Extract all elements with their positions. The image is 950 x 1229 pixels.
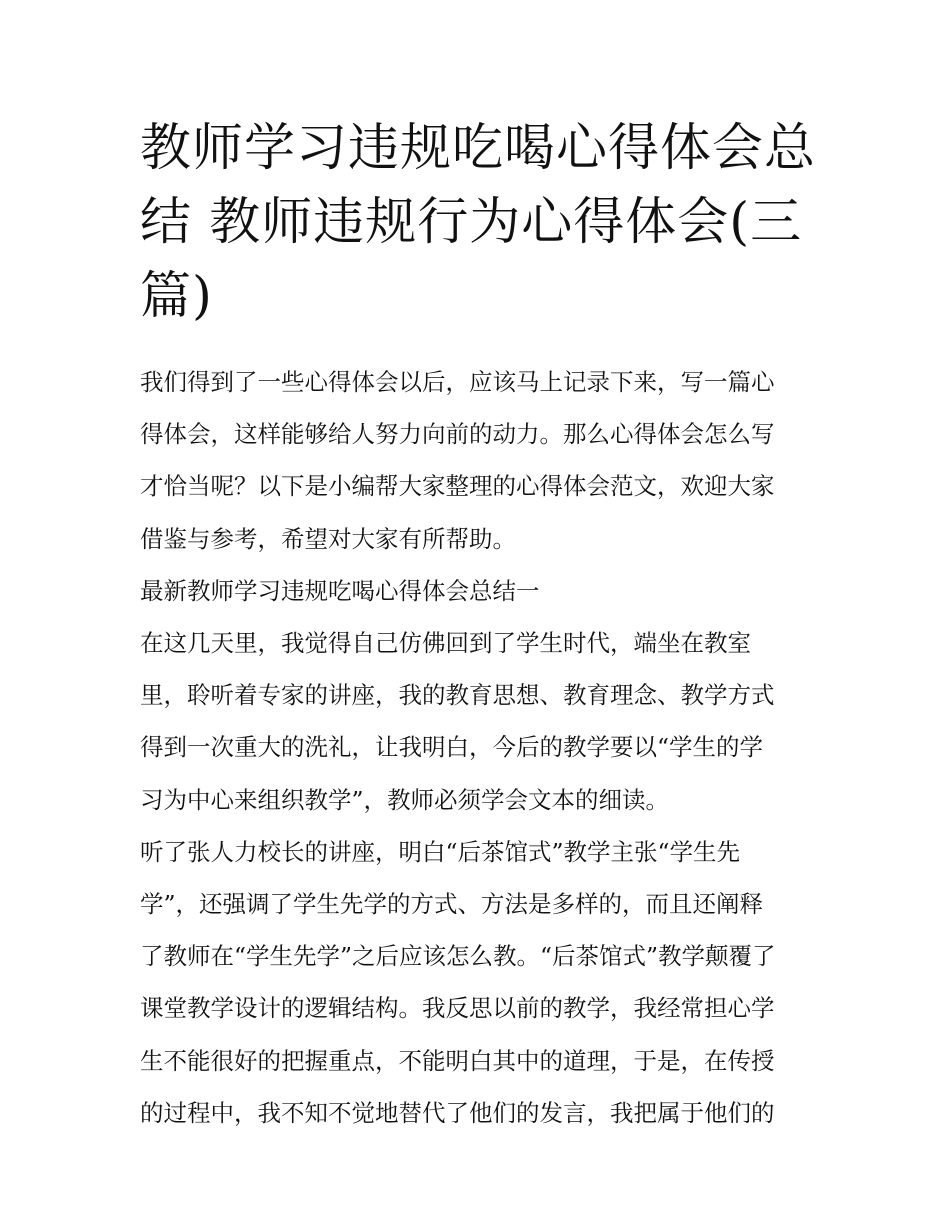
text-line: 了教师在“学生先学”之后应该怎么教。“后茶馆式”教学颠覆了 [140,942,776,971]
title-line: 结 教师违规行为心得体会(三 [140,193,803,252]
text-line: 得到一次重大的洗礼，让我明白，今后的教学要以“学生的学 [140,733,764,762]
text-line: 最新教师学习违规吃喝心得体会总结一 [140,576,540,605]
text-line: 才恰当呢？以下是小编帮大家整理的心得体会范文，欢迎大家 [140,472,775,501]
intro-paragraph [140,356,820,565]
document-body [140,356,820,1139]
text-line: 习为中心来组织教学”，教师必须学会文本的细读。 [140,785,670,814]
text-line: 里，聆听着专家的讲座，我的教育思想、教育理念、教学方式 [140,681,775,710]
text-line: 学”，还强调了学生先学的方式、方法是多样的，而且还阐释 [140,890,764,919]
text-line: 听了张人力校长的讲座，明白“后茶馆式”教学主张“学生先 [140,837,741,866]
section-heading [140,565,820,617]
body-paragraph [140,617,820,826]
text-line: 得体会，这样能够给人努力向前的动力。那么心得体会怎么写 [140,420,775,449]
text-line: 我们得到了一些心得体会以后，应该马上记录下来，写一篇心 [140,368,775,396]
text-line: 在这几天里，我觉得自己仿佛回到了学生时代，端坐在教室 [140,629,751,658]
text-line: 生不能很好的把握重点，不能明白其中的道理，于是，在传授 [140,1046,775,1075]
body-paragraph [140,826,820,1139]
text-line: 课堂教学设计的逻辑结构。我反思以前的教学，我经常担心学 [140,994,775,1023]
title-line: 篇) [140,267,213,326]
text-line: 借鉴与参考，希望对大家有所帮助。 [140,524,516,553]
title-line: 教师学习违规吃喝心得体会总 [140,119,817,178]
text-line: 的过程中，我不知不觉地替代了他们的发言，我把属于他们的 [140,1098,775,1127]
document-title [140,112,820,334]
